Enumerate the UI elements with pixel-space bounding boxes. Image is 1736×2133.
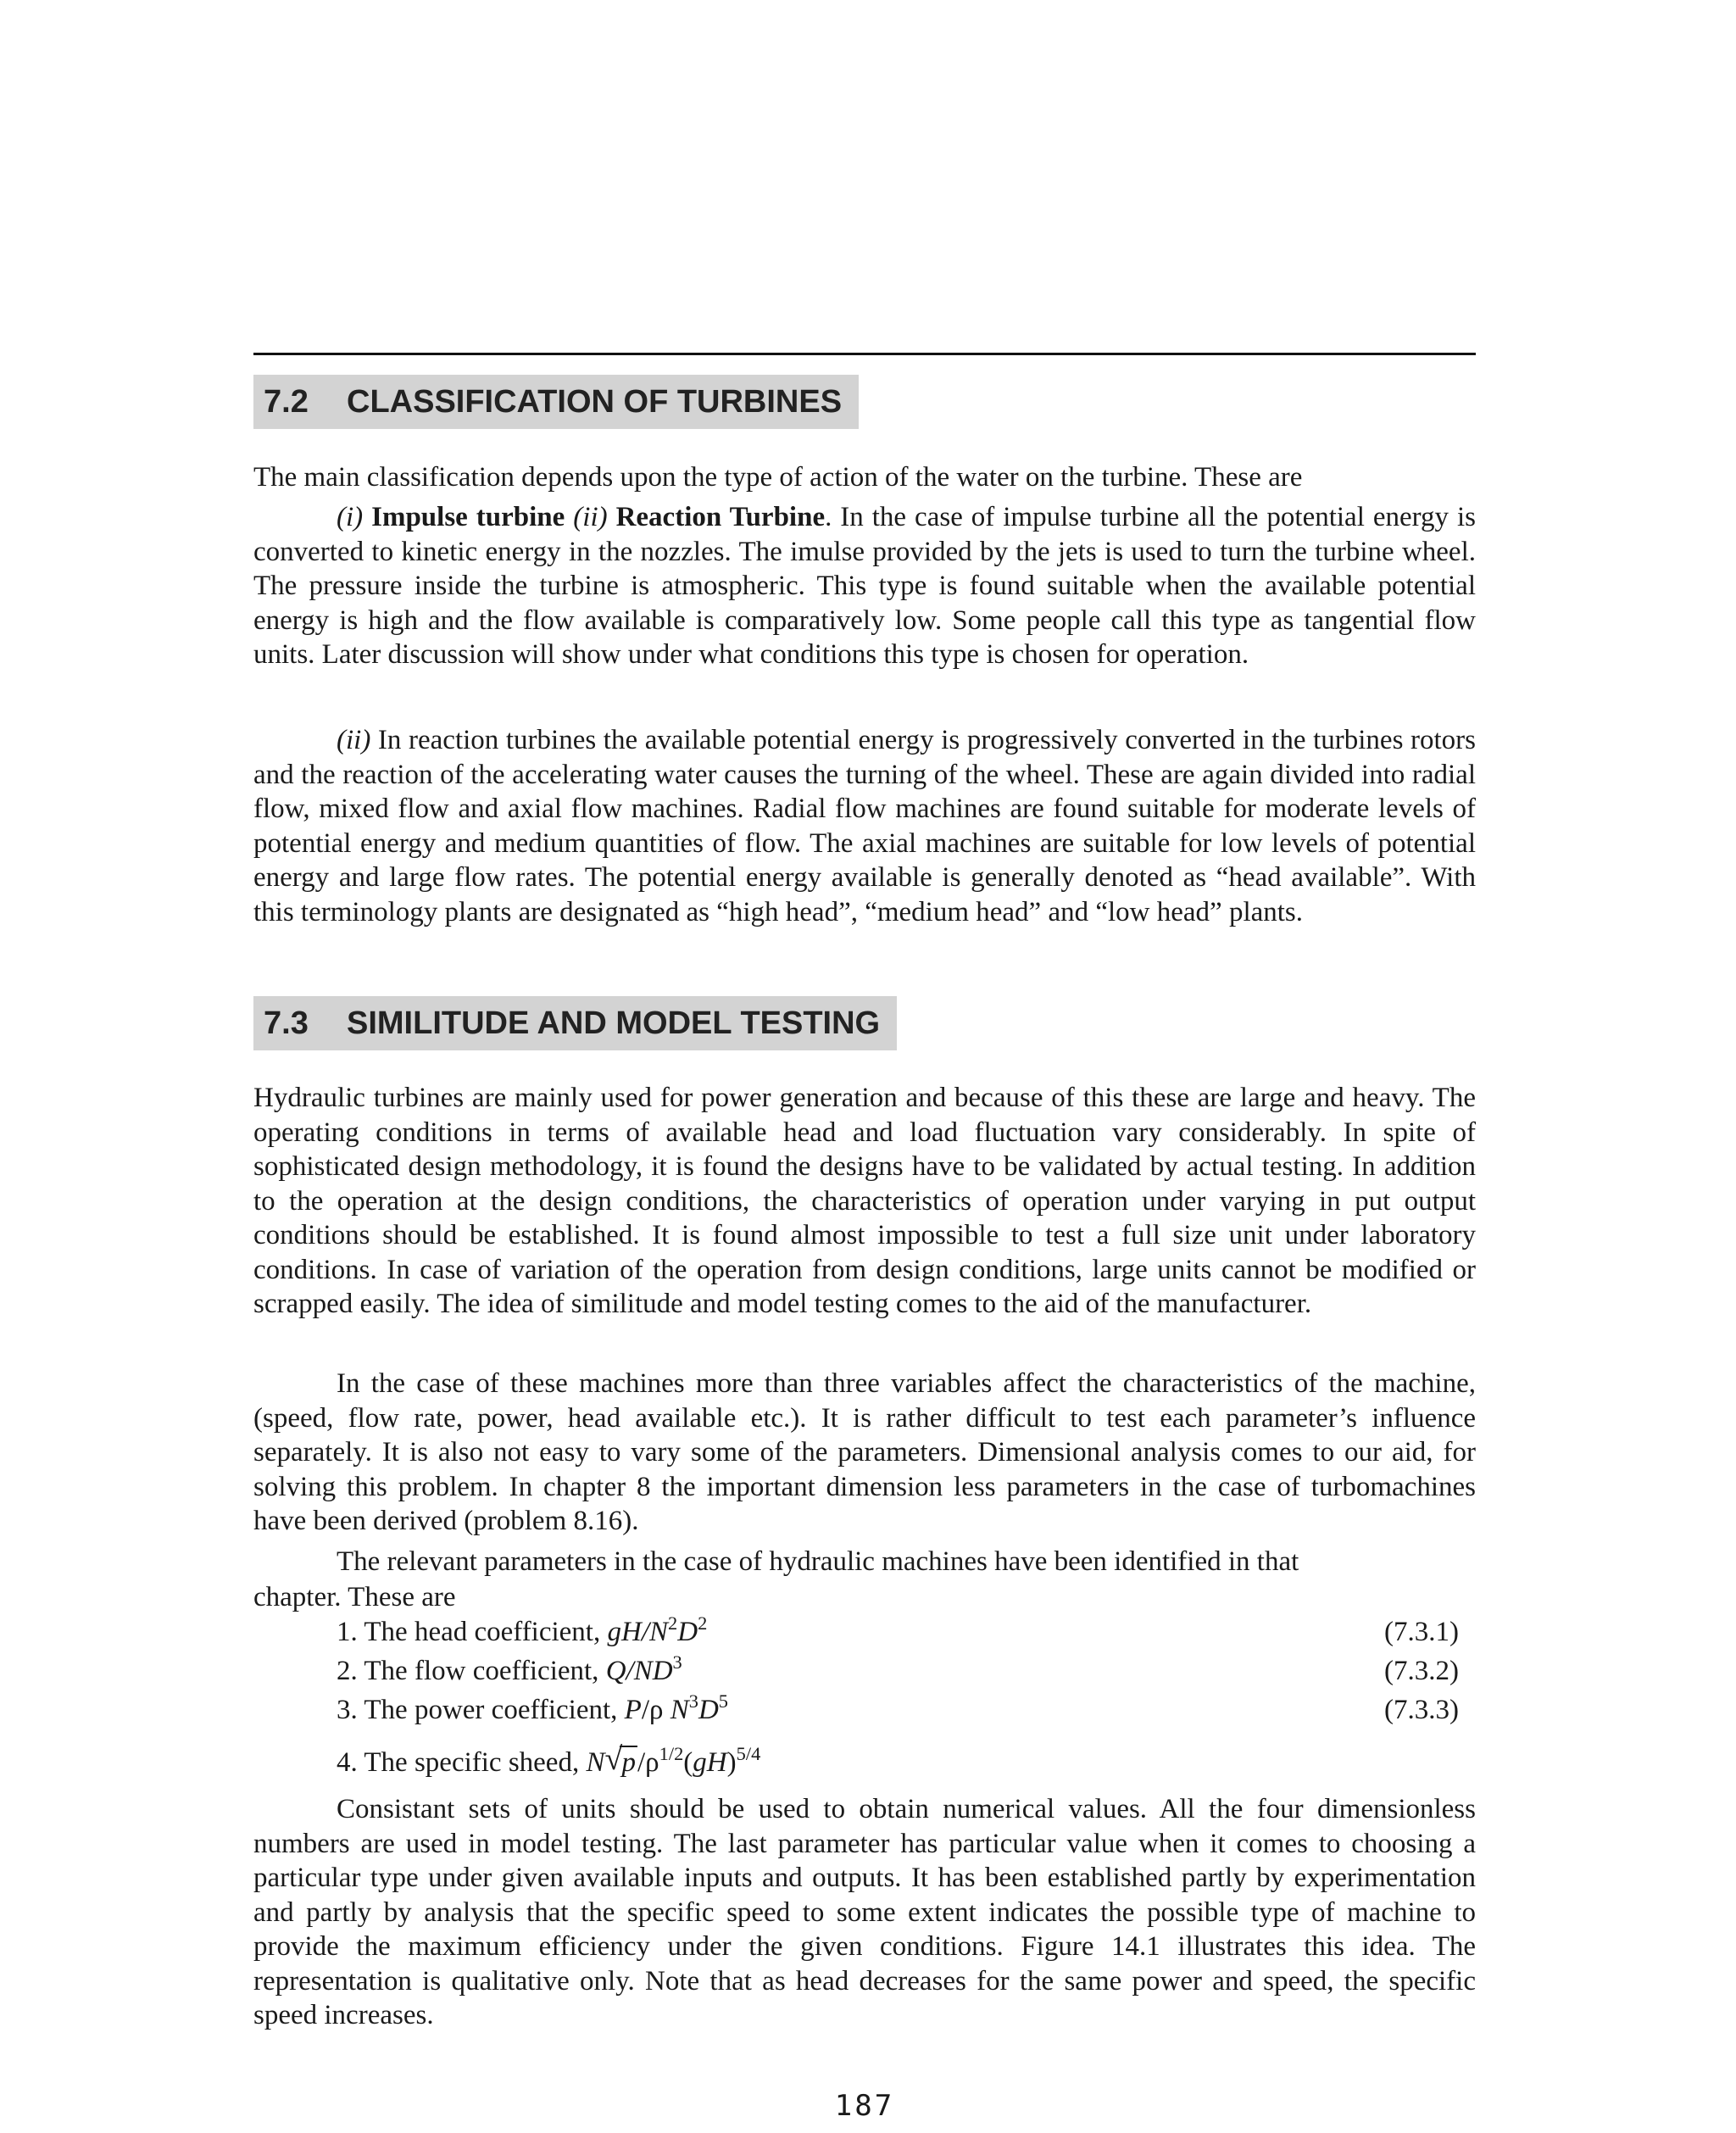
paragraph-parameters-line1: The relevant parameters in the case of hydraulic machines have been identified in that: [337, 1546, 1299, 1577]
section-heading-7-2: [253, 375, 859, 429]
paragraph-specific-speed: Consistant sets of units should be used to obtain numerical values. All the four dimensionless numbers are used in model testing. The last parameter has particular value when it comes to choosing a particular type under given available inputs and outputs. It has been established partly by experimentation and partly by analysis that the specific speed to some extent indicates the possible type of machine to provide the maximum efficiency under the given conditions. Figure 14.1 illustrates this idea. The representation is qualitative only. Note that as head decreases for the same power and speed, the specific speed increases.: [253, 1794, 1476, 2030]
square-root-symbol: √ p: [604, 1743, 637, 1782]
paragraph-similitude: Hydraulic turbines are mainly used for power generation and because of this these are large and heavy. The operating conditions in terms of available head and load fluctuation vary considerably. In spite of sophisticated design methodology, it is found the designs have to be validated by actual testing. In addition to the operation at the design conditions, the characteristics of operation under varying in put output conditions should be established. It is found almost impossible to test a full size unit under laboratory conditions. In case of variation of the operation from design conditions, large units cannot be modified or scrapped easily. The idea of similitude and model testing comes to the aid of the manufacturer.: [253, 1083, 1476, 1319]
equation-head-coefficient: 1. The head coefficient, $gH/N^2D^2$: [337, 1612, 708, 1647]
section-title: CLASSIFICATION OF TURBINES: [347, 384, 843, 420]
paragraph-impulse: (i) Impulse turbine (ii) Reaction Turbine. In the case of impulse turbine all the potential energy is converted to kinetic energy in the nozzles. The imulse provided by the jets is used to turn the turbine wheel. The pressure inside the turbine is atmospheric. This type is found suitable when the available potential energy is high and the flow available is comparatively low. Some people call this type as tangential flow units. Later discussion will show under what conditions this type is chosen for operation.: [253, 502, 1476, 670]
section-number: 7.2: [264, 384, 309, 420]
equation-power-coefficient: 3. The power coefficient, P/ρ $N^3D^5$: [337, 1690, 729, 1725]
section-heading-7-3: [253, 996, 897, 1050]
top-rule: [253, 353, 1476, 355]
paragraph-variables: In the case of these machines more than three variables affect the characteristics of the machine, (speed, flow rate, power, head available etc.). It is rather difficult to test each parameter’s influence separately. It is also not easy to vary some of the parameters. Dimensional analysis comes to our aid, for solving this problem. In chapter 8 the important dimension less parameters in the case of turbomachines have been derived (problem 8.16).: [253, 1368, 1476, 1536]
section-title: SIMILITUDE AND MODEL TESTING: [347, 1005, 881, 1041]
equation-number: (7.3.1): [1384, 1617, 1459, 1647]
paragraph-reaction: (ii) In reaction turbines the available potential energy is progressively converted in the turbines rotors and the reaction of the accelerating water causes the turning of the wheel. These are again divided into radial flow, mixed flow and axial flow machines. Radial flow machines are found suitable for moderate levels of potential energy and medium quantities of flow. The axial machines are suitable for low levels of potential energy and large flow rates. The potential energy available is generally denoted as “head available”. With this terminology plants are designated as “high head”, “medium head” and “low head” plants.: [253, 725, 1476, 927]
equation-specific-speed: 4. The specific sheed, N√ $p/\rho^{1/2}(gH)^{5/4}$: [337, 1743, 760, 1782]
equation-flow-coefficient: 2. The flow coefficient, $Q/ND^3$: [337, 1651, 682, 1686]
page-number: 187: [834, 2089, 895, 2123]
equation-number: (7.3.2): [1384, 1656, 1459, 1686]
paragraph-parameters-line2: chapter. These are: [253, 1582, 456, 1612]
section-number: 7.3: [264, 1005, 309, 1041]
equation-number: (7.3.3): [1384, 1695, 1459, 1725]
paragraph-intro: The main classification depends upon the type of action of the water on the turbine. These are: [253, 462, 1303, 493]
